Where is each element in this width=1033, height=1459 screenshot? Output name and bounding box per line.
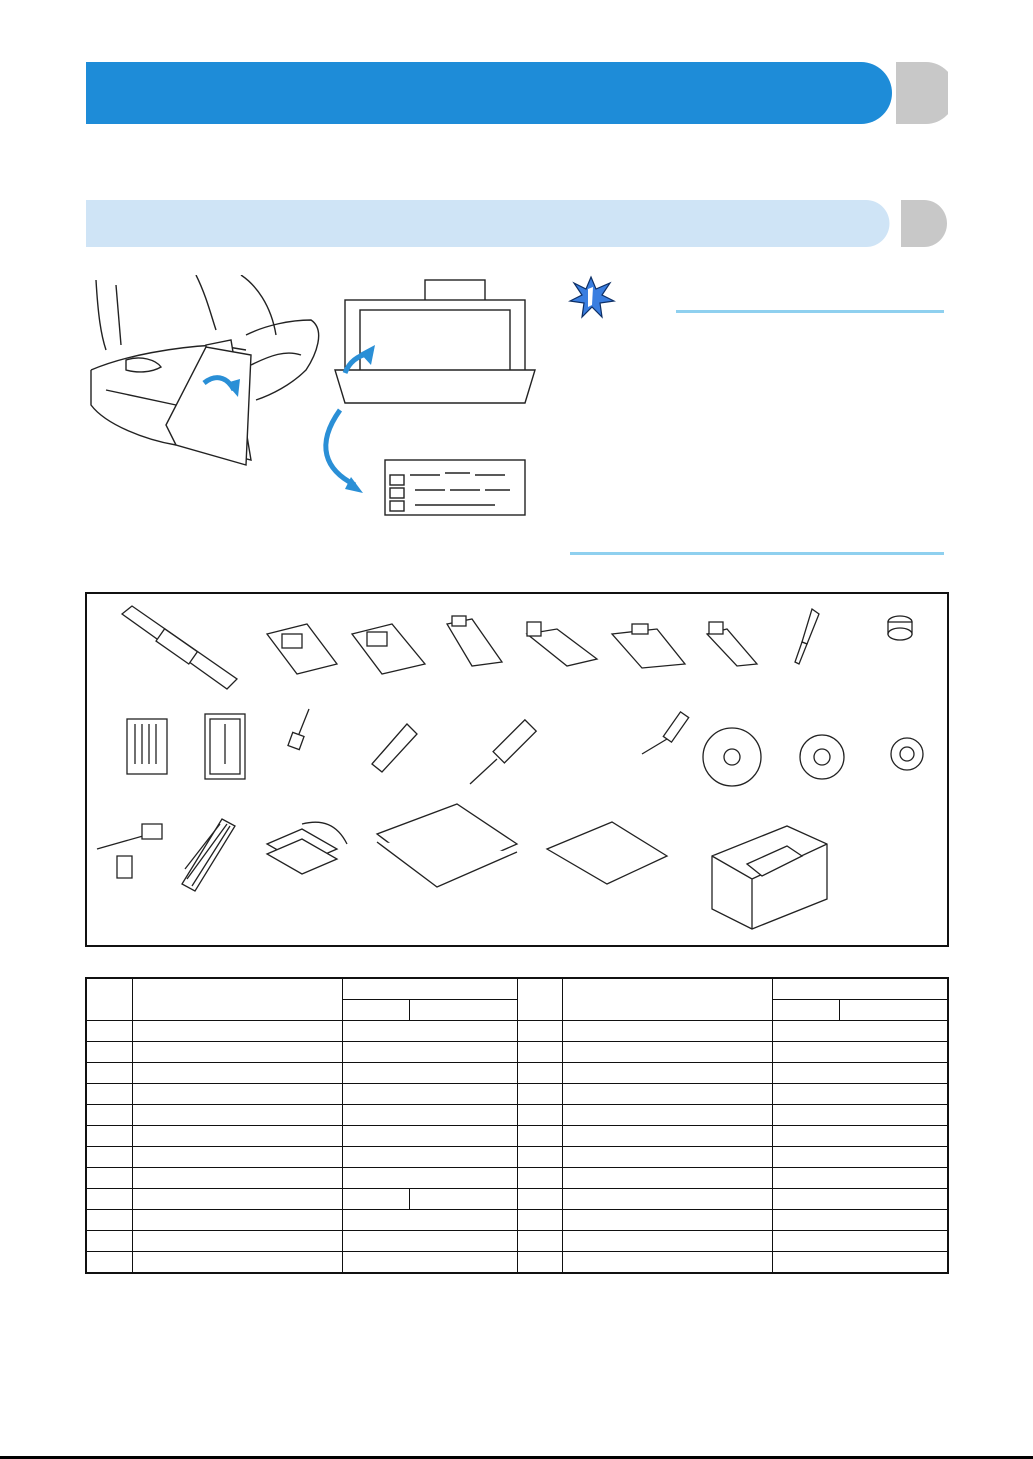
note-box [566,275,946,557]
presser-foot-icon-4 [527,622,597,666]
chapter-heading-band [86,62,948,124]
table-row [86,1084,948,1105]
spool-cap-medium-icon [800,735,844,779]
instruction-manual-icon [377,804,517,887]
screwdriver-large-icon [470,720,536,784]
chapter-heading [86,62,948,124]
note-rule-top [676,310,944,313]
spool-cap-small-icon [891,738,923,770]
seam-ripper-icon [795,609,819,664]
bobbin-icon [888,616,912,640]
table-row [86,1147,948,1168]
presser-foot-icon-5 [612,624,685,668]
eyelet-punch-icon [372,724,417,772]
buttonhole-foot-icon [122,606,237,689]
table-row [86,1189,948,1210]
table-row [86,1126,948,1147]
knee-lifter-icon [97,824,162,878]
table-row [86,1105,948,1126]
accessories-drawing [87,594,947,945]
accessory-parts-table [85,977,949,1274]
accessory-tray-illustration [315,275,555,520]
table-row [86,1168,948,1189]
table-row [86,1021,948,1042]
presser-foot-icon-6 [707,622,757,666]
table-header-row [86,978,948,1000]
table-row [86,1042,948,1063]
quick-reference-sheet-icon [547,822,667,884]
cleaning-brush-icon [288,709,309,750]
foot-controller-icon [267,822,347,874]
spool-cap-large-icon [703,728,761,786]
memo-star-icon [566,275,616,320]
twin-needle-icon [205,714,245,779]
accessories-figure [85,592,949,947]
section-heading-band [86,200,948,247]
presser-foot-icon-3 [447,616,502,666]
table-row [86,1231,948,1252]
presser-foot-icon-2 [352,624,425,674]
table-row [86,1210,948,1231]
spool-net-icon [182,819,235,891]
dust-cover-icon [712,826,827,929]
table-row [86,1252,948,1274]
section-heading [86,200,948,247]
screwdriver-small-icon [642,712,689,754]
presser-foot-icon-1 [267,624,337,674]
machine-compartment-illustration [86,275,326,470]
note-rule-bottom [570,552,944,555]
table-row [86,1063,948,1084]
needle-pack-icon [127,719,167,774]
